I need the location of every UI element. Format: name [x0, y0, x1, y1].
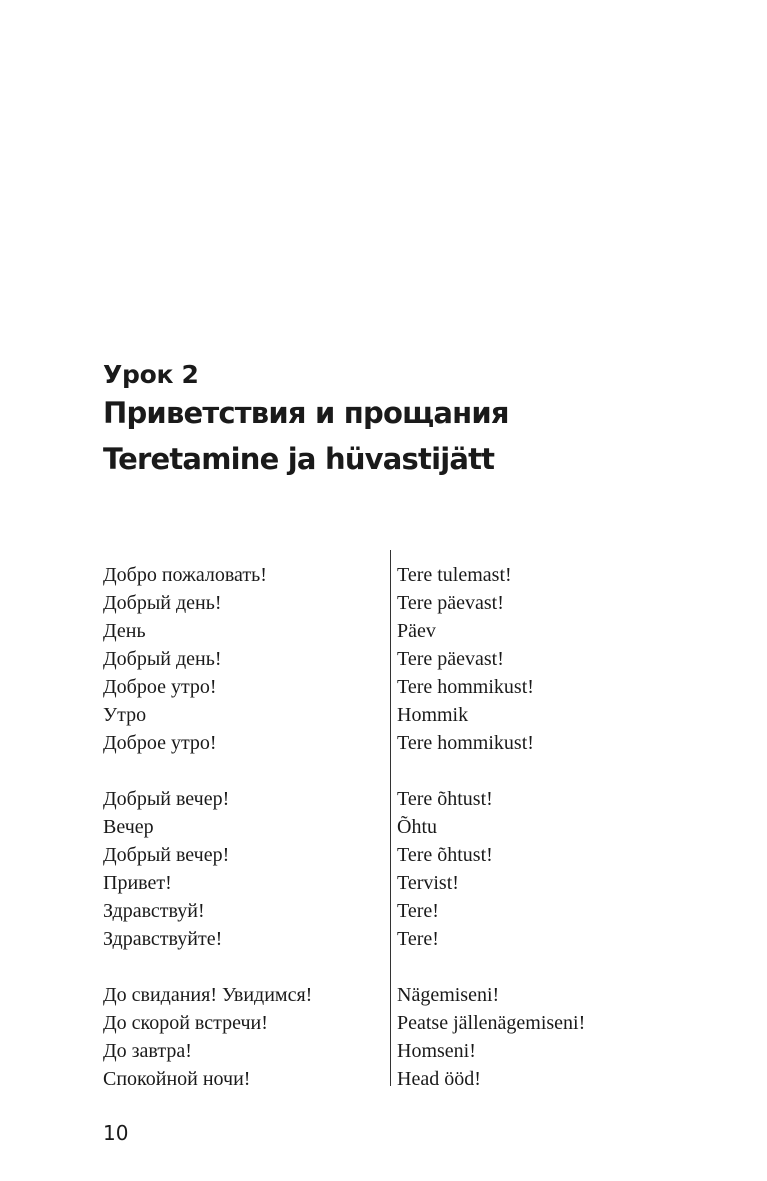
- phrase-et: Tere päevast!: [397, 648, 504, 670]
- phrase-et: Õhtu: [397, 816, 437, 838]
- phrase-et: Tere!: [397, 900, 439, 922]
- phrase-et: Homseni!: [397, 1040, 476, 1062]
- phrase-ru: Утро: [103, 704, 147, 726]
- phrase-et: Tere tulemast!: [397, 564, 512, 586]
- phrase-et: Head ööd!: [397, 1068, 481, 1090]
- phrase-group: [397, 785, 585, 953]
- russian-phrases-column: [103, 561, 312, 1093]
- phrase-ru: Добрый вечер!: [103, 788, 230, 810]
- phrase-ru: Здравствуй!: [103, 900, 205, 922]
- phrase-ru: Вечер: [103, 816, 154, 838]
- phrase-ru: До скорой встречи!: [103, 1012, 268, 1034]
- phrase-ru: Доброе утро!: [103, 676, 217, 698]
- phrase-ru: До завтра!: [103, 1040, 192, 1062]
- column-divider: [390, 550, 391, 1086]
- phrase-group: [397, 981, 585, 1093]
- phrase-et: Hommik: [397, 704, 469, 726]
- phrase-et: Tere hommikust!: [397, 676, 534, 698]
- phrase-et: Tere õhtust!: [397, 844, 493, 866]
- phrase-et: Peatse jällenägemiseni!: [397, 1012, 586, 1034]
- lesson-title-estonian: Teretamine ja hüvastijätt: [103, 442, 495, 476]
- phrase-ru: Добрый день!: [103, 592, 222, 614]
- phrase-ru: День: [103, 620, 146, 642]
- lesson-title-russian: Приветствия и прощания: [103, 396, 509, 430]
- phrase-ru: Добрый вечер!: [103, 844, 230, 866]
- phrase-ru: Спокойной ночи!: [103, 1068, 251, 1090]
- phrase-ru: Здравствуйте!: [103, 928, 223, 950]
- phrase-et: Tere!: [397, 928, 439, 950]
- estonian-phrases-column: [397, 561, 585, 1093]
- phrase-ru: Добрый день!: [103, 648, 222, 670]
- phrase-et: Tere päevast!: [397, 592, 504, 614]
- phrase-group: [397, 561, 585, 757]
- phrase-et: Tere hommikust!: [397, 732, 534, 754]
- phrase-et: Tervist!: [397, 872, 459, 894]
- phrase-ru: Привет!: [103, 872, 172, 894]
- phrase-group: [103, 561, 312, 757]
- phrase-group: [103, 785, 312, 953]
- phrase-et: Päev: [397, 620, 436, 642]
- phrase-group: [103, 981, 312, 1093]
- phrase-ru: Доброе утро!: [103, 732, 217, 754]
- page-number: 10: [103, 1121, 129, 1145]
- phrase-ru: Добро пожаловать!: [103, 564, 267, 586]
- phrase-ru: До свидания! Увидимся!: [103, 984, 313, 1006]
- phrase-et: Nägemiseni!: [397, 984, 500, 1006]
- phrase-et: Tere õhtust!: [397, 788, 493, 810]
- lesson-label: Урок 2: [103, 360, 199, 389]
